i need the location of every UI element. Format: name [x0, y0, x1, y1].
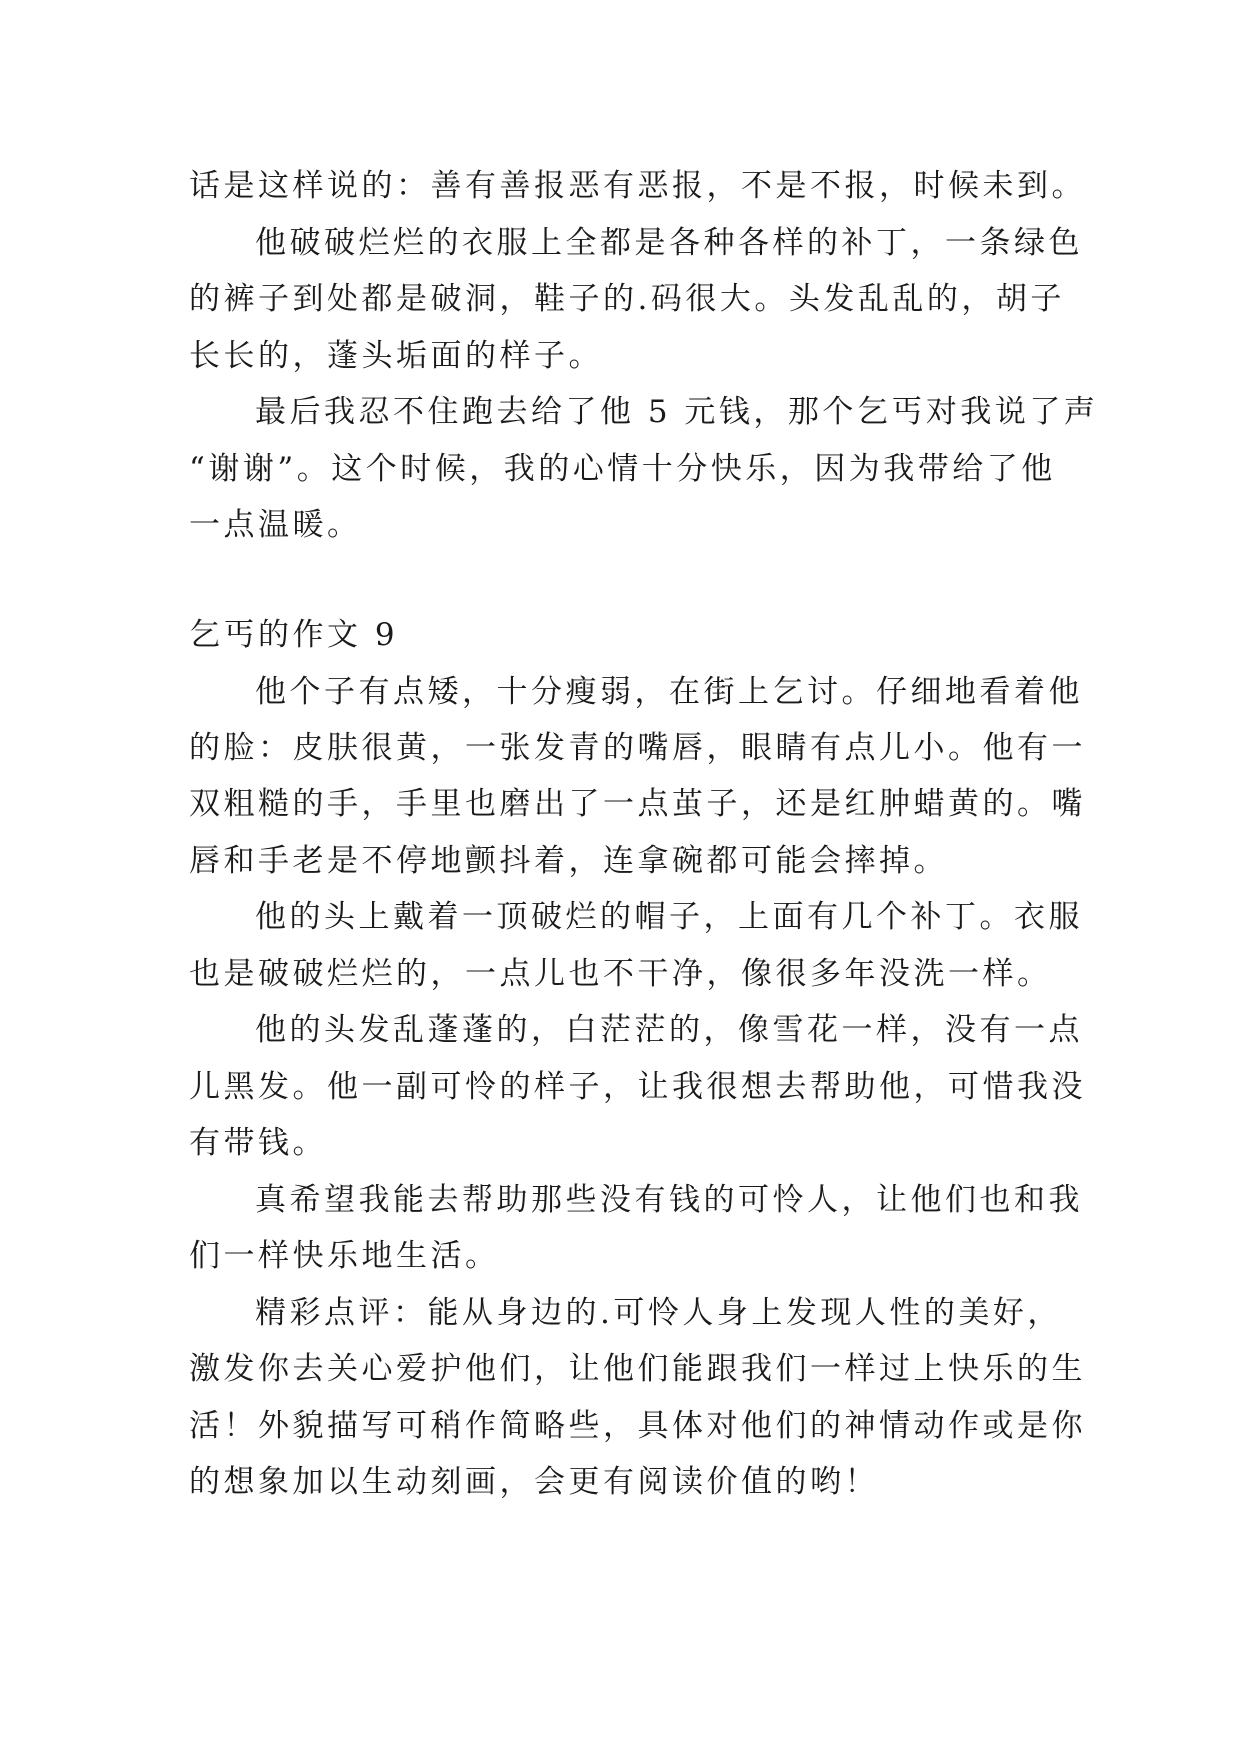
paragraph-4-line-3: 双粗糙的手，手里也磨出了一点茧子，还是红肿蜡黄的。嘴 [189, 786, 1086, 822]
paragraph-6-line-3: 有带钱。 [189, 1125, 327, 1161]
paragraph-2-line-3: 长长的，蓬头垢面的样子。 [189, 338, 603, 374]
paragraph-1-line-1: 话是这样说的：善有善报恶有恶报，不是不报，时候未到。 [189, 168, 1086, 204]
paragraph-3-line-3: 一点温暖。 [189, 507, 362, 543]
section-title: 乞丐的作文 9 [189, 617, 399, 653]
paragraph-5-line-2: 也是破破烂烂的，一点儿也不干净，像很多年没洗一样。 [189, 956, 1052, 992]
paragraph-6-line-2: 儿黑发。他一副可怜的样子，让我很想去帮助他，可惜我没 [189, 1069, 1086, 1105]
paragraph-4-line-2: 的脸：皮肤很黄，一张发青的嘴唇，眼睛有点儿小。他有一 [189, 730, 1086, 766]
paragraph-8-line-4: 的想象加以生动刻画，会更有阅读价值的哟！ [189, 1464, 879, 1500]
paragraph-2-line-1: 他破破烂烂的衣服上全都是各种各样的补丁，一条绿色 [255, 225, 1083, 261]
paragraph-4-line-4: 唇和手老是不停地颤抖着，连拿碗都可能会摔掉。 [189, 843, 948, 879]
paragraph-3-line-2: “谢谢”。这个时候，我的心情十分快乐，因为我带给了他 [189, 451, 1056, 487]
paragraph-7-line-1: 真希望我能去帮助那些没有钱的可怜人，让他们也和我 [255, 1182, 1083, 1218]
paragraph-8-line-1: 精彩点评：能从身边的.可怜人身上发现人性的美好， [255, 1295, 1062, 1331]
paragraph-6-line-1: 他的头发乱蓬蓬的，白茫茫的，像雪花一样，没有一点 [255, 1012, 1083, 1048]
paragraph-2-line-2: 的裤子到处都是破洞，鞋子的.码很大。头发乱乱的，胡子 [189, 281, 1065, 317]
paragraph-7-line-2: 们一样快乐地生活。 [189, 1238, 500, 1274]
paragraph-5-line-1: 他的头上戴着一顶破烂的帽子，上面有几个补丁。衣服 [255, 899, 1083, 935]
paragraph-4-line-1: 他个子有点矮，十分瘦弱，在街上乞讨。仔细地看着他 [255, 674, 1083, 710]
paragraph-8-line-2: 激发你去关心爱护他们，让他们能跟我们一样过上快乐的生 [189, 1351, 1086, 1387]
paragraph-8-line-3: 活！外貌描写可稍作简略些，具体对他们的神情动作或是你 [189, 1408, 1086, 1444]
paragraph-3-line-1: 最后我忍不住跑去给了他 5 元钱，那个乞丐对我说了声 [255, 394, 1099, 430]
